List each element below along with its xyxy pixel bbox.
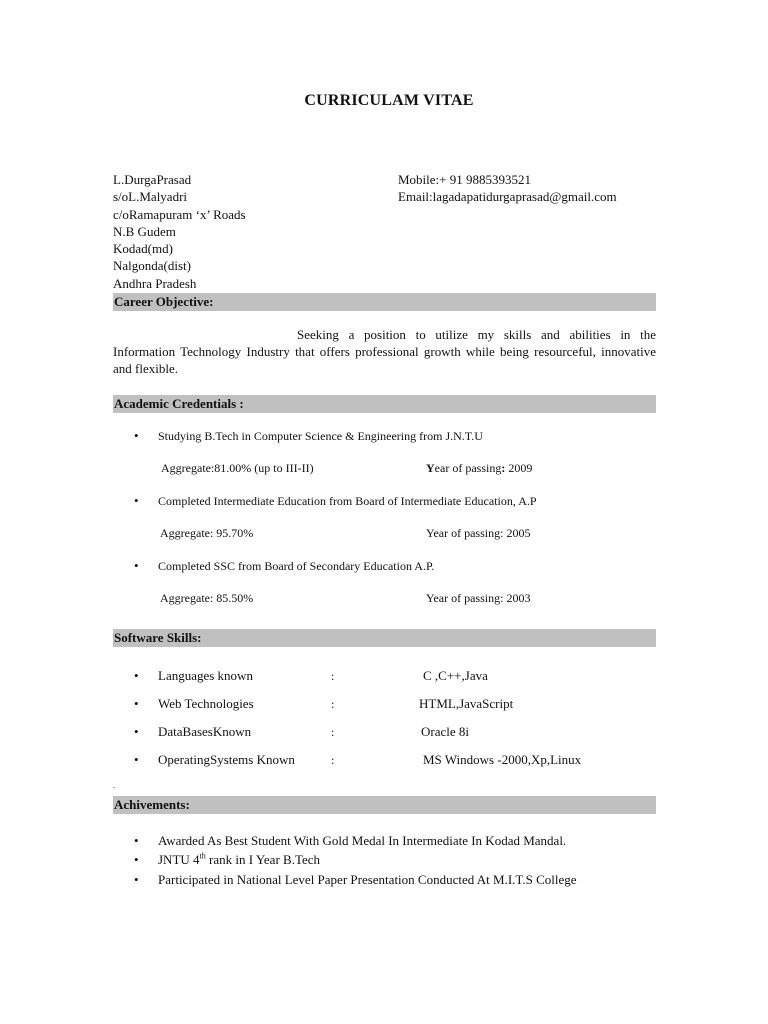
skill-label-languages: Languages known (158, 668, 253, 683)
section-software-skills: Software Skills: (113, 629, 656, 647)
year-initial: Y (426, 461, 435, 475)
achievement-jntu-post: rank in I Year B.Tech (205, 852, 321, 867)
bullet-icon: • (134, 558, 139, 573)
academic-btech-aggregate: Aggregate:81.00% (up to III-II) (161, 461, 314, 475)
skill-value-web: HTML,JavaScript (419, 696, 514, 711)
skill-label-web: Web Technologies (158, 696, 254, 711)
academic-item-btech: Studying B.Tech in Computer Science & Engineering from J.N.T.U (158, 429, 483, 443)
bullet-icon: • (134, 493, 139, 508)
academic-intermediate-aggregate: Aggregate: 95.70% (160, 526, 254, 540)
achievement-jntu-pre: JNTU 4 (158, 852, 200, 867)
skill-value-languages: C ,C++,Java (423, 668, 488, 683)
skill-label-databases: DataBasesKnown (158, 724, 252, 739)
skill-label-os: OperatingSystems Known (158, 752, 295, 767)
bullet-icon: • (134, 428, 139, 443)
address-village: N.B Gudem (113, 224, 176, 239)
academic-item-intermediate: Completed Intermediate Education from Board of Intermediate Education, A.P (158, 494, 537, 508)
achievement-jntu-sup: th (199, 851, 206, 861)
skill-value-os: MS Windows -2000,Xp,Linux (423, 752, 582, 767)
skill-colon: : (331, 753, 335, 767)
address-state: Andhra Pradesh (113, 276, 197, 291)
skill-colon: : (331, 725, 335, 739)
academic-intermediate-year: Year of passing: 2005 (426, 526, 531, 540)
address-street: c/oRamapuram ‘x’ Roads (113, 207, 246, 222)
section-career-objective: Career Objective: (113, 293, 656, 311)
bullet-icon: • (134, 752, 139, 767)
bullet-icon: • (134, 872, 139, 887)
address-father: s/oL.Malyadri (113, 189, 188, 204)
bullet-icon: • (134, 852, 139, 867)
skill-colon: : (331, 697, 335, 711)
academic-ssc-aggregate: Aggregate: 85.50% (160, 591, 254, 605)
achievement-jntu-rank (158, 852, 320, 868)
skill-colon: : (331, 669, 335, 683)
bullet-icon: • (134, 668, 139, 683)
contact-email: Email:lagadapatidurgaprasad@gmail.com (398, 189, 617, 204)
address-mandal: Kodad(md) (113, 241, 173, 256)
skill-value-databases: Oracle 8i (421, 724, 470, 739)
address-name: L.DurgaPrasad (113, 172, 192, 187)
bullet-icon: • (134, 696, 139, 711)
address-district: Nalgonda(dist) (113, 258, 191, 273)
academic-ssc-year: Year of passing: 2003 (426, 591, 531, 605)
year-label-rest: ear of passing (434, 461, 502, 475)
year-colon: : (501, 461, 506, 475)
contact-mobile: Mobile:+ 91 9885393521 (398, 172, 531, 187)
year-value: 2009 (505, 461, 533, 475)
academic-btech-year (426, 460, 532, 476)
achievement-paper-presentation: Participated in National Level Paper Presentation Conducted At M.I.T.S College (158, 872, 577, 887)
objective-text: Seeking a position to utilize my skills and abilities in the Information Technology Industry that offers professional growth while being resourceful, innovative and flexible. (113, 327, 656, 376)
academic-item-ssc: Completed SSC from Board of Secondary Education A.P. (158, 559, 435, 573)
section-achievements: Achivements: (113, 796, 656, 814)
achievement-gold-medal: Awarded As Best Student With Gold Medal In Intermediate In Kodad Mandal. (158, 833, 567, 848)
trailing-dot: . (113, 781, 115, 790)
bullet-icon: • (134, 833, 139, 848)
bullet-icon: • (134, 724, 139, 739)
section-academic-credentials: Academic Credentials : (113, 395, 656, 413)
page-title: CURRICULAM VITAE (304, 92, 474, 109)
